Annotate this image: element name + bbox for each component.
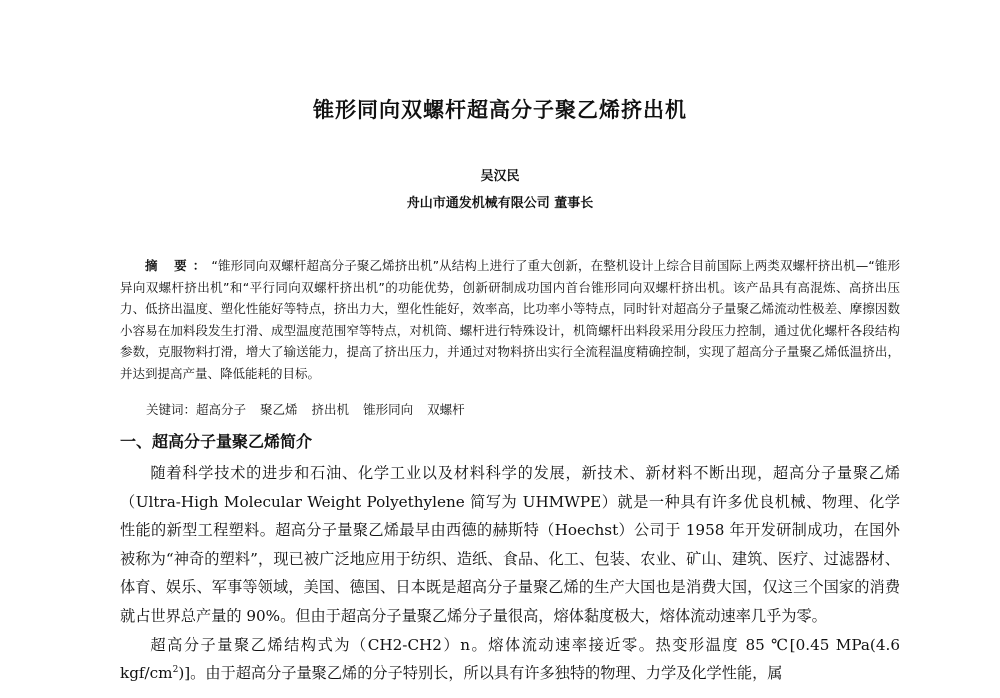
abstract-label: 摘 要： bbox=[145, 258, 212, 273]
author-affiliation: 舟山市通发机械有限公司 董事长 bbox=[406, 196, 594, 211]
keywords-label: 关键词： bbox=[146, 402, 197, 417]
keyword: 超高分子 bbox=[196, 402, 247, 417]
keyword: 双螺杆 bbox=[427, 402, 465, 417]
section-heading: 一、超高分子量聚乙烯简介 bbox=[120, 432, 313, 451]
paragraph-text: )]。由于超高分子量聚乙烯的分子特别长，所以具有许多独特的物理、力学及化学性能，属 bbox=[178, 664, 783, 683]
paragraph: 随着科学技术的进步和石油、化学工业以及材料科学的发展，新技术、新材料不断出现，超高分子量聚乙烯（Ultra-High Molecular Weight Polyethylene 简写为 UHMWPE）就是一种具有许多优良机械、物理、化学性能的新型工程塑料。超高分子量聚乙烯最早由西德的赫斯特（Hoechst）公司于 1958 年开发研制成功，在国外被称为“神奇的塑料”，现已被广泛地应用于纺织、造纸、食品、化工、包装、农业、矿山、建筑、医疗、过滤器材、体育、娱乐、军事等领域，美国、德国、日本既是超高分子量聚乙烯的生产大国也是消费大国，仅这三个国家的消费就占世界总产量的 90%。但由于超高分子量聚乙烯分子量很高，熔体黏度极大，熔体流动速率几乎为零。 bbox=[120, 464, 900, 625]
keyword: 挤出机 bbox=[311, 402, 350, 417]
abstract-text: “锥形同向双螺杆超高分子聚乙烯挤出机”从结构上进行了重大创新，在整机设计上综合目前国际上两类双螺杆挤出机—“锥形异向双螺杆挤出机”和“平行同向双螺杆挤出机”的功能优势，创新研制成功国内首台锥形同向双螺杆挤出机。该产品具有高混炼、高挤出压力、低挤出温度、塑化性能好等特点，挤出力大，塑化性能好，效率高，比功率小等特点，同时针对超高分子量聚乙烯流动性极差、摩擦因数小容易在加料段发生打滑、成型温度范围窄等特点，对机筒、螺杆进行特殊设计，机筒螺杆出料段采用分段压力控制，通过优化螺杆各段结构参数，克服物料打滑，增大了输送能力，提高了挤出压力，并通过对物料挤出实行全流程温度精确控制，实现了超高分子量聚乙烯低温挤出，并达到提高产量、降低能耗的目标。 bbox=[120, 258, 900, 381]
paper-title: 锥形同向双螺杆超高分子聚乙烯挤出机 bbox=[313, 98, 687, 122]
body-text bbox=[120, 459, 900, 688]
paragraph-text: 超高分子量聚乙烯结构式为（CH2-CH2）n。熔体流动速率接近零。热变形温度 85 ℃[0.45 MPa(4.6 kgf/cm bbox=[120, 635, 900, 683]
keyword: 聚乙烯 bbox=[260, 402, 298, 417]
abstract bbox=[120, 255, 900, 384]
keyword: 锥形同向 bbox=[363, 402, 414, 417]
paragraph bbox=[120, 631, 900, 688]
keywords bbox=[146, 400, 906, 420]
author-name: 吴汉民 bbox=[480, 169, 520, 184]
superscript: 2 bbox=[172, 665, 179, 676]
